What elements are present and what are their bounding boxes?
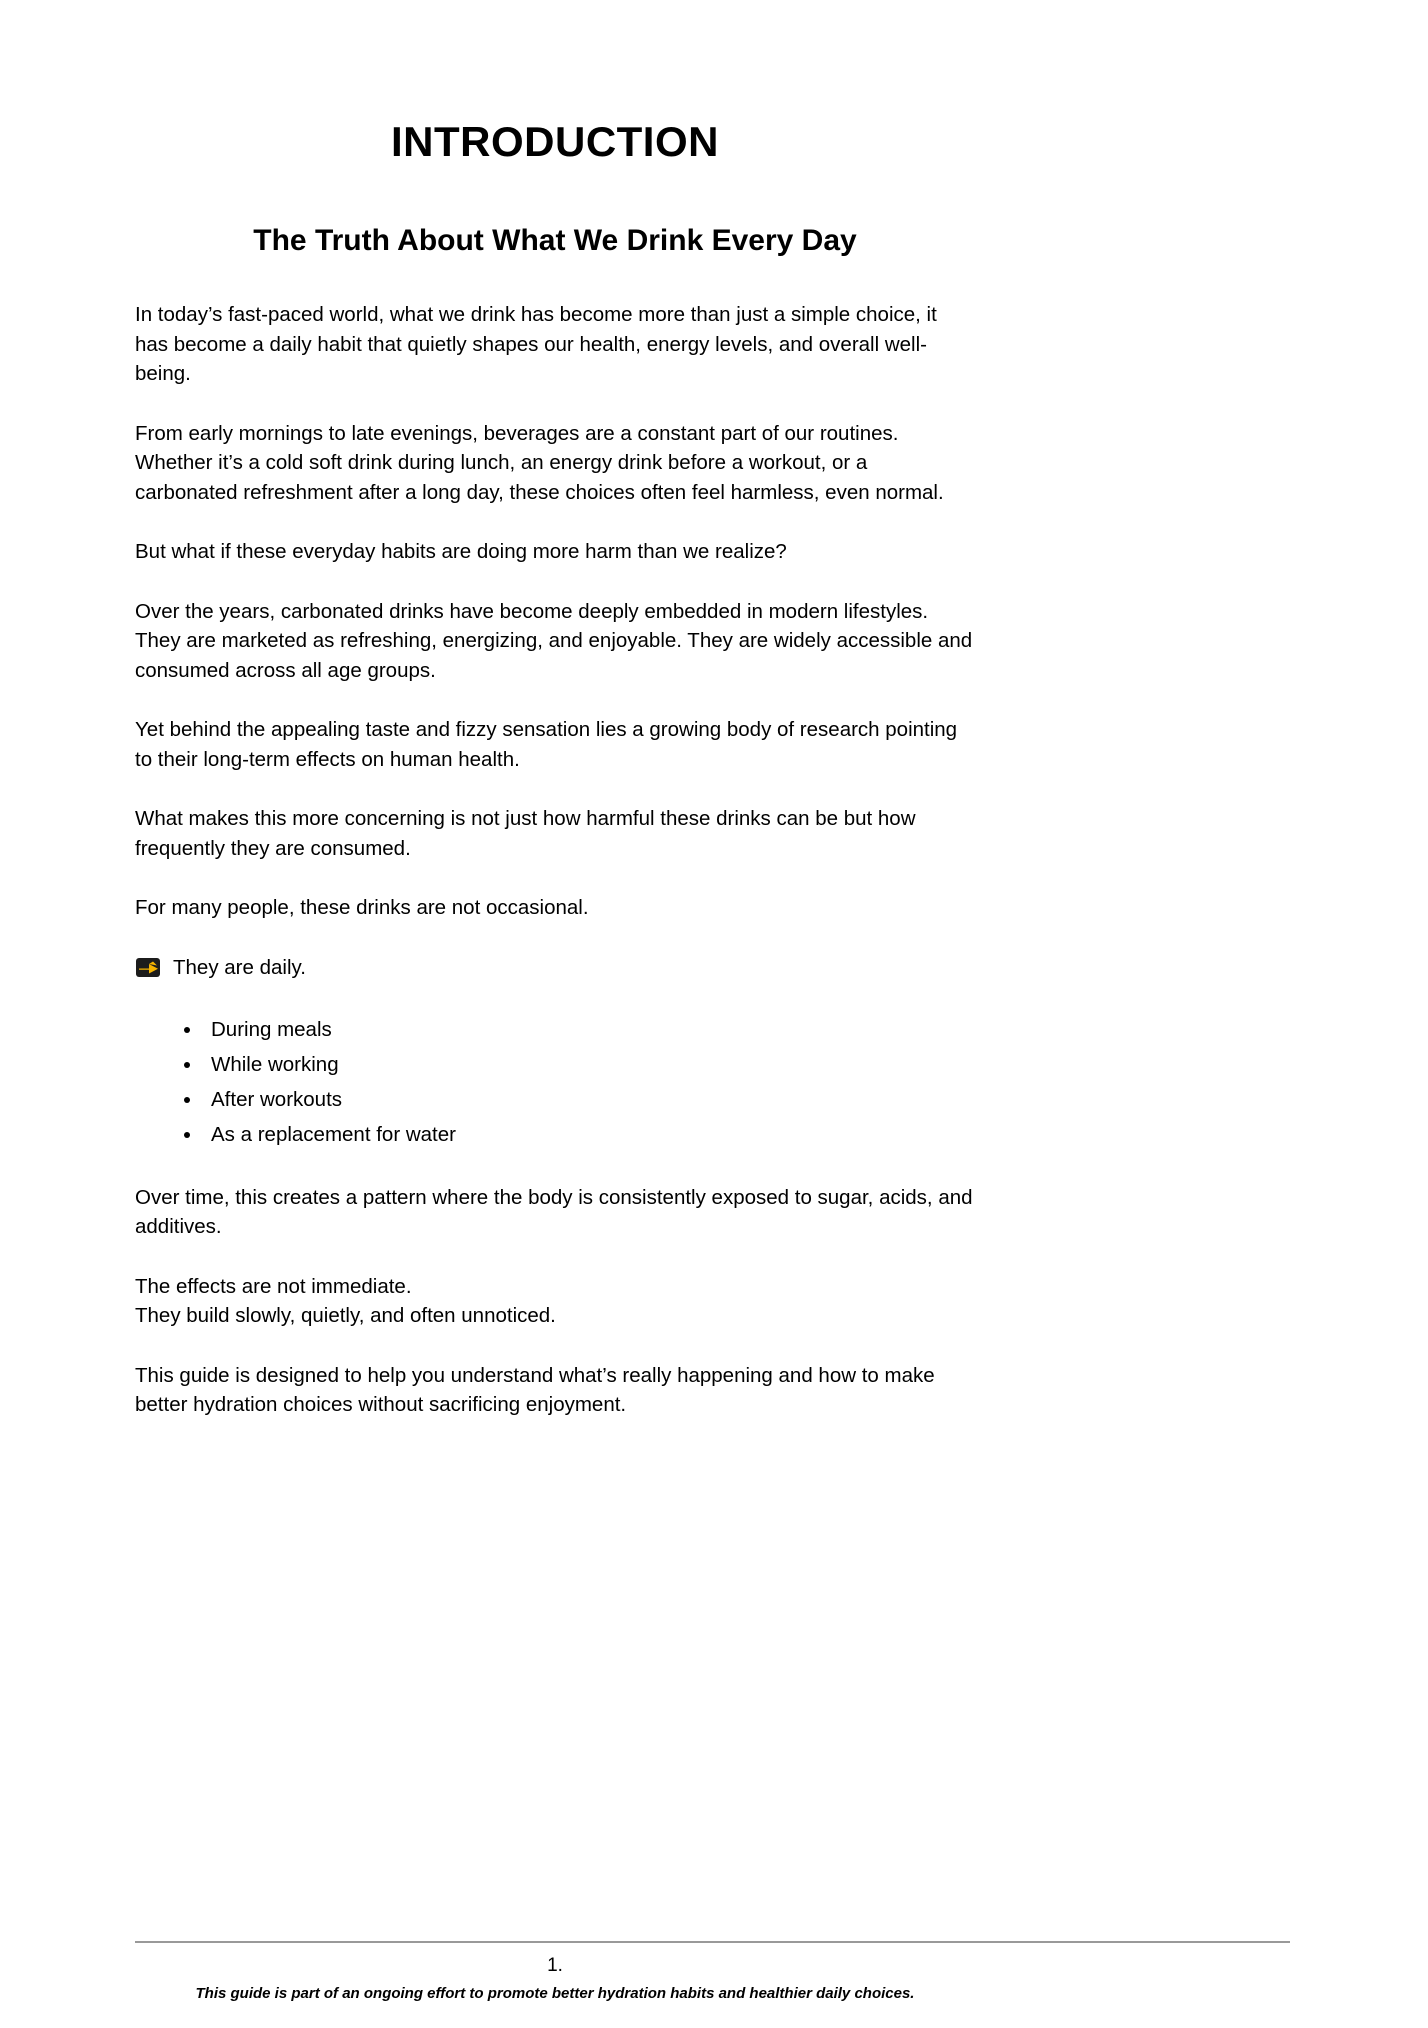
list-item: • After workouts: [203, 1086, 975, 1114]
paragraph-occasional: For many people, these drinks are not occasional.: [135, 896, 589, 920]
page-title: INTRODUCTION: [391, 118, 719, 165]
daily-callout: [135, 953, 975, 983]
daily-callout-text: They are daily.: [173, 955, 306, 979]
paragraph-research: Yet behind the appealing taste and fizzy sensation lies a growing body of research pointing to their long-term effects on human health.: [135, 718, 958, 771]
footer-divider: [135, 1941, 1290, 1943]
list-item: • As a replacement for water: [203, 1121, 975, 1149]
list-item: • During meals: [203, 1016, 975, 1044]
pointing-finger-icon: [135, 955, 163, 979]
footer-note: This guide is part of an ongoing effort to promote better hydration habits and healthier daily choices.: [195, 1985, 915, 2002]
paragraph-lifestyles: Over the years, carbonated drinks have become deeply embedded in modern lifestyles. They are marketed as refreshing, energizing, and enjoyable. They are widely accessible and consumed across all age groups.: [135, 599, 973, 682]
paragraph-intro: In today’s fast-paced world, what we drink has become more than just a simple choice, it has become a daily habit that quietly shapes our health, energy levels, and overall well-being.: [135, 303, 937, 386]
effects-line: The effects are not immediate.: [135, 1274, 412, 1298]
paragraph-pattern: Over time, this creates a pattern where the body is consistently exposed to sugar, acids, and additives.: [135, 1185, 973, 1239]
list-item: • While working: [203, 1051, 975, 1079]
document-content: [0, 0, 975, 1450]
paragraph-frequency: What makes this more concerning is not just how harmful these drinks can be but how frequently they are consumed.: [135, 807, 916, 860]
paragraph-question: But what if these everyday habits are doing more harm than we realize?: [135, 540, 787, 564]
effects-line: They build slowly, quietly, and often unnoticed.: [135, 1304, 556, 1328]
consumption-bullet-list: [181, 1016, 975, 1149]
page-number: 1.: [547, 1955, 563, 1976]
paragraph-closing: This guide is designed to help you understand what’s really happening and how to make better hydration choices without sacrificing enjoyment.: [135, 1363, 935, 1417]
page-subtitle: The Truth About What We Drink Every Day: [253, 224, 857, 257]
paragraph-routines: From early mornings to late evenings, beverages are a constant part of our routines. Whether it’s a cold soft drink during lunch, an energy drink before a workout, or a carbonated refreshment after a long day, these choices often feel harmless, even normal.: [135, 421, 944, 504]
page-footer: [0, 1933, 1428, 2028]
paragraph-effects: [135, 1272, 975, 1331]
